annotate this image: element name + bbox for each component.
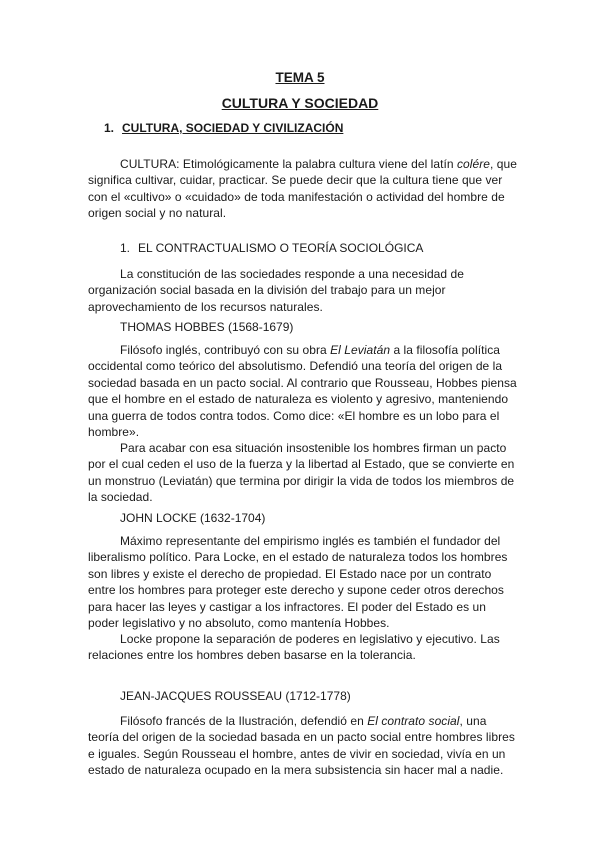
locke-text-2: Locke propone la separación de poderes en legislativo y ejecutivo. Las relaciones entre los hombres deben basarse en la tolerancia. [88,632,500,663]
section-number: 1. [104,121,115,135]
rousseau-work-title: El contrato social [367,714,460,728]
cultura-paragraph [88,156,520,222]
hobbes-text-2: Para acabar con esa situación insostenible los hombres firman un pacto por el cual ceden el uso de la fuerza y la libertad al Estado, que se convierte en un monstruo (Leviatán) que termina por dirigir la vida de todos los miembros de la sociedad. [88,441,515,505]
cultura-text-before: CULTURA: Etimológicamente la palabra cultura viene del latín [120,157,457,171]
document-subtitle: CULTURA Y SOCIEDAD [221,95,379,111]
locke-paragraph-1 [88,533,520,631]
subsection-title: EL CONTRACTUALISMO O TEORÍA SOCIOLÓGICA [138,241,424,255]
intro-text: La constitución de las sociedades responde a una necesidad de organización social basada en la división del trabajo para un mejor aprovechamiento de los recursos naturales. [88,267,464,314]
hobbes-text-after: a la filosofía política occidental como teórico del absolutismo. Defendió una teoría del origen de la sociedad basada en un pacto social. Al contrario que Rousseau, Hobbes piensa que el hombre en el estado de naturaleza es violento y agresivo, manteniendo una guerra de todos contra todos. Como dice: «El hombre es un lobo para el hombre». [88,343,517,440]
intro-paragraph [88,266,520,315]
hobbes-work-title: El Leviatán [330,343,391,357]
section-title: CULTURA, SOCIEDAD Y CIVILIZACIÓN [122,121,344,135]
rousseau-text-after: , una teoría del origen de la sociedad basada en un pacto social entre hombres libres e iguales. Según Rousseau el hombre, antes de vivir en sociedad, vivía en un estado de naturaleza ocupado en la mera subsistencia sin hacer mal a nadie. [88,714,515,778]
locke-heading: JOHN LOCKE (1632-1704) [120,511,266,525]
hobbes-heading: THOMAS HOBBES (1568-1679) [120,320,294,334]
subsection-number: 1. [120,241,131,255]
subsection-heading [120,241,423,255]
document-title: TEMA 5 [275,70,325,85]
rousseau-heading: JEAN-JACQUES ROUSSEAU (1712-1778) [120,689,351,703]
locke-text-1: Máximo representante del empirismo inglés es también el fundador del liberalismo político. Para Locke, en el estado de naturaleza todos los hombres son libres y existe el derecho de propiedad. El Estado nace por un contrato entre los hombres para proteger este derecho y supone ceder otros derechos para hacer las leyes y castigar a los infractores. El poder del Estado es un poder legislativo y no absoluto, como mantenía Hobbes. [88,534,508,631]
hobbes-text-before: Filósofo inglés, contribuyó con su obra [120,343,331,357]
rousseau-paragraph [88,713,520,779]
cultura-text-after: , que significa cultivar, cuidar, practicar. Se puede decir que la cultura tiene que ver con el «cultivo» o «cuidado» de toda manifestación o actividad del hombre de origen social y no natural. [88,157,517,221]
rousseau-text-before: Filósofo francés de la Ilustración, defendió en [120,714,368,728]
cultura-latin-term: colére [457,157,490,171]
locke-paragraph-2 [88,631,520,664]
section-heading [104,121,343,135]
hobbes-paragraph-2 [88,440,520,506]
hobbes-paragraph-1 [88,342,520,440]
